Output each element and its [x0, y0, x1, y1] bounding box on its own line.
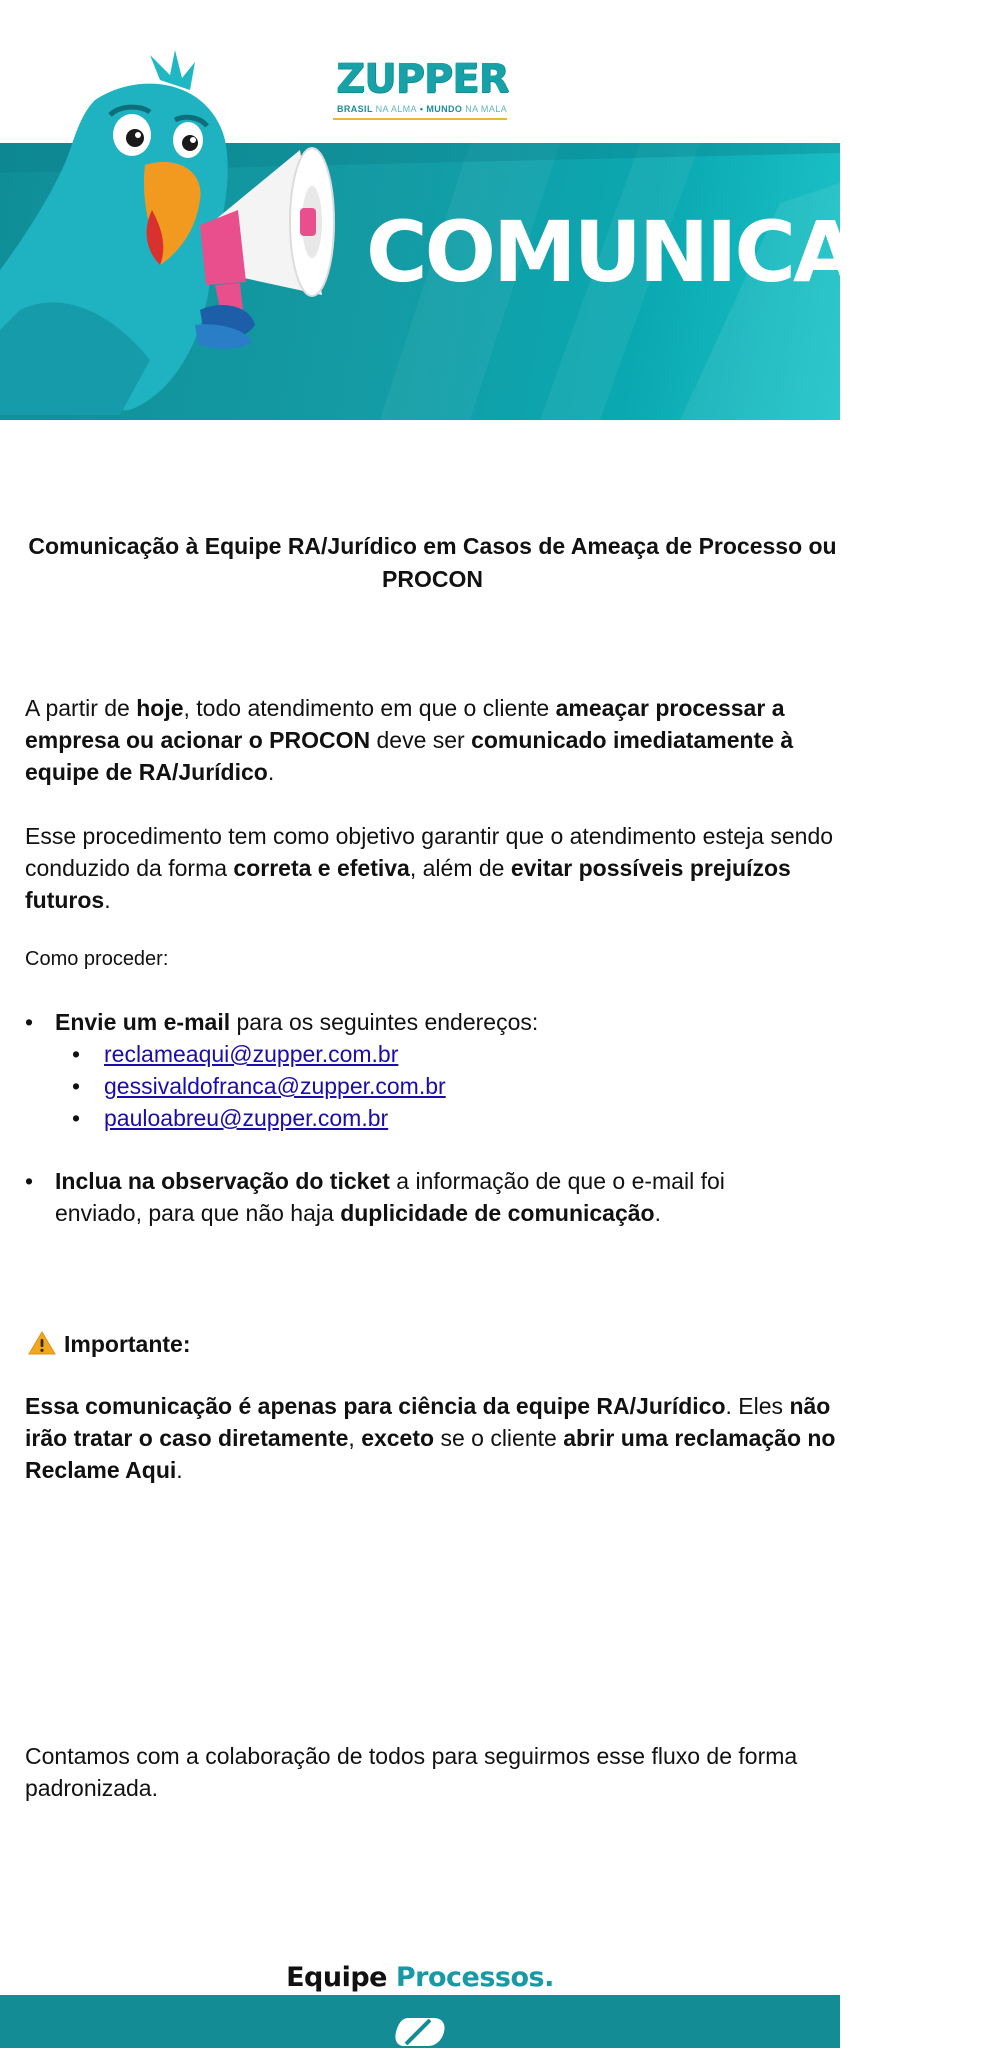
bullet-send-email-text [55, 1006, 815, 1038]
important-heading [28, 1328, 191, 1360]
tagline-na-mala: NA MALA [465, 104, 508, 114]
p3-bold-1: Essa comunicação é apenas para ciência da equipe RA/Jurídico [25, 1393, 726, 1419]
tagline-mundo: MUNDO [426, 104, 463, 114]
p3-text-3: se o cliente [434, 1425, 564, 1451]
tagline-separator: • [419, 104, 424, 114]
b2-bold-1: Inclua na observação do ticket [55, 1168, 390, 1194]
page-title: Comunicação à Equipe RA/Jurídico em Casos de Ameaça de Processo ou PROCON [28, 533, 837, 592]
b1-text: para os seguintes endereços: [230, 1009, 539, 1035]
bullet-ticket-note-text [55, 1165, 815, 1229]
list-item [72, 1070, 446, 1102]
p1-text-3: deve ser [370, 727, 472, 753]
team-signature [0, 1962, 840, 1993]
bullet-dot: • [25, 1009, 34, 1035]
email-list [72, 1038, 446, 1134]
b2-text-1: a informação de que o e-mail foi enviado, para que não haja [55, 1168, 725, 1226]
paragraph-objective [25, 820, 840, 916]
zupper-logo: ZUPPER [335, 56, 509, 102]
header [0, 0, 990, 420]
bullet-dot: • [72, 1105, 81, 1131]
p1-text-2: , todo atendimento em que o cliente [183, 695, 556, 721]
email-link-pauloabreu[interactable]: pauloabreu@zupper.com.br [104, 1105, 389, 1131]
p2-text-3: . [104, 887, 111, 913]
p3-text-2: , [348, 1425, 362, 1451]
signature-processos: Processos. [395, 1962, 554, 1993]
p1-text-1: A partir de [25, 695, 137, 721]
p1-bold-threat: ameaçar processar a empresa ou acionar o PROCON [25, 695, 785, 753]
list-item [72, 1102, 446, 1134]
paragraph-important [25, 1390, 840, 1486]
p3-text-1: . Eles [725, 1393, 790, 1419]
list-item [72, 1038, 446, 1070]
tagline-brasil: BRASIL [336, 104, 373, 114]
p3-bold-3: exceto [361, 1425, 435, 1451]
banner-title: COMUNICADO [366, 203, 990, 301]
email-link-gessivaldo[interactable]: gessivaldofranca@zupper.com.br [104, 1073, 446, 1099]
bullet-dot: • [72, 1073, 81, 1099]
p3-bold-4: abrir uma reclamação no Reclame Aqui [25, 1425, 836, 1483]
paragraph-intro [25, 692, 840, 788]
p3-text-4: . [176, 1457, 183, 1483]
p2-bold-correct: correta e efetiva [233, 855, 410, 881]
p2-text-2: , além de [409, 855, 511, 881]
tagline-na-alma: NA ALMA [375, 104, 417, 114]
p3-bold-2: não irão tratar o caso diretamente [25, 1393, 831, 1451]
important-label: Importante: [64, 1331, 191, 1357]
warning-icon [28, 1331, 56, 1355]
p2-text-1: Esse procedimento tem como objetivo garantir que o atendimento esteja sendo conduzido da forma [25, 823, 834, 881]
email-link-reclameaqui[interactable]: reclameaqui@zupper.com.br [104, 1041, 399, 1067]
bullet-dot: • [25, 1168, 34, 1194]
b2-bold-2: duplicidade de comunicação [340, 1200, 655, 1226]
p2-bold-avoid: evitar possíveis prejuízos futuros [25, 855, 791, 913]
b1-bold: Envie um e-mail [55, 1009, 231, 1035]
bullet-dot: • [72, 1041, 81, 1067]
p1-bold-communicate: comunicado imediatamente à equipe de RA/Jurídico [25, 727, 794, 785]
p1-text-4: . [267, 759, 275, 785]
footer-logo-icon [394, 2016, 446, 2048]
paragraph-closing: Contamos com a colaboração de todos para seguirmos esse fluxo de forma padronizada. [25, 1743, 798, 1801]
signature-equipe: Equipe [286, 1962, 396, 1993]
bird-mascot-megaphone-icon [0, 60, 360, 420]
p1-bold-hoje: hoje [136, 695, 184, 721]
b2-text-2: . [654, 1200, 661, 1226]
how-to-heading: Como proceder: [25, 948, 169, 970]
